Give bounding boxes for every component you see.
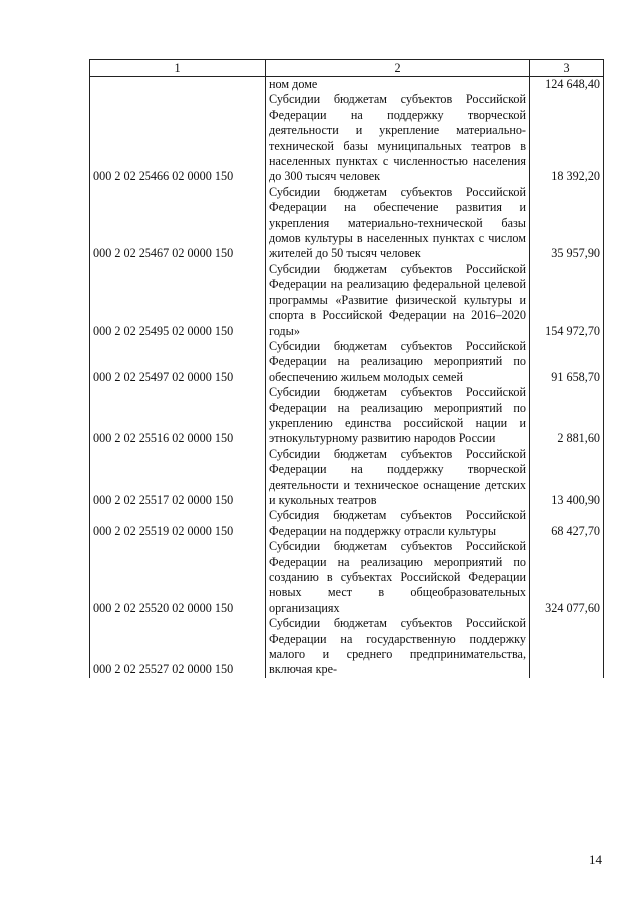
description-cell: Субсидии бюджетам субъектов Российской Федерации на обеспечение развития и укрепления материально-технической базы домов культуры в населенных пунктах с числом жителей до 50 тысяч человек [266, 185, 530, 262]
amount-cell: 35 957,90 [530, 185, 604, 262]
table-header-row [90, 60, 604, 77]
table-row [90, 385, 604, 447]
table-row [90, 92, 604, 184]
description-cell: Субсидия бюджетам субъектов Российской Федерации на поддержку отрасли культуры [266, 508, 530, 539]
table-row [90, 539, 604, 616]
table-row [90, 508, 604, 539]
description-cell: Субсидии бюджетам субъектов Российской Федерации на реализацию мероприятий по созданию в субъектах Российской Федерации новых мест в общеобразовательных организациях [266, 539, 530, 616]
column-header-1: 1 [90, 60, 266, 77]
budget-code-cell: 000 2 02 25466 02 0000 150 [90, 92, 266, 184]
budget-code-cell: 000 2 02 25495 02 0000 150 [90, 262, 266, 339]
budget-code-cell: 000 2 02 25497 02 0000 150 [90, 339, 266, 385]
description-cell: Субсидии бюджетам субъектов Российской Федерации на реализацию мероприятий по обеспечению жильем молодых семей [266, 339, 530, 385]
amount-cell: 154 972,70 [530, 262, 604, 339]
description-cell: Субсидии бюджетам субъектов Российской Федерации на реализацию мероприятий по укреплению единства российской нации и этнокультурному развитию народов России [266, 385, 530, 447]
amount-cell: 18 392,20 [530, 92, 604, 184]
table-row [90, 77, 604, 93]
amount-cell: 124 648,40 [530, 77, 604, 93]
budget-code-cell: 000 2 02 25467 02 0000 150 [90, 185, 266, 262]
budget-code-cell [90, 77, 266, 93]
table-body [90, 77, 604, 678]
budget-code-cell: 000 2 02 25517 02 0000 150 [90, 447, 266, 509]
column-header-3: 3 [530, 60, 604, 77]
description-cell: Субсидии бюджетам субъектов Российской Федерации на государственную поддержку малого и среднего предпринимательства, включая кре- [266, 616, 530, 678]
description-cell: Субсидии бюджетам субъектов Российской Федерации на реализацию федеральной целевой программы «Развитие физической культуры и спорта в Российской Федерации на 2016–2020 годы» [266, 262, 530, 339]
budget-code-cell: 000 2 02 25527 02 0000 150 [90, 616, 266, 678]
amount-cell [530, 616, 604, 678]
table-row [90, 616, 604, 678]
description-cell: Субсидии бюджетам субъектов Российской Федерации на поддержку творческой деятельности и техническое оснащение детских и кукольных театров [266, 447, 530, 509]
table-row [90, 262, 604, 339]
amount-cell: 91 658,70 [530, 339, 604, 385]
description-cell: ном доме [266, 77, 530, 93]
page-number: 14 [589, 852, 602, 867]
budget-code-cell: 000 2 02 25520 02 0000 150 [90, 539, 266, 616]
table-row [90, 447, 604, 509]
table-row [90, 339, 604, 385]
budget-table [89, 59, 604, 678]
amount-cell: 68 427,70 [530, 508, 604, 539]
amount-cell: 2 881,60 [530, 385, 604, 447]
table-row [90, 185, 604, 262]
amount-cell: 13 400,90 [530, 447, 604, 509]
column-header-2: 2 [266, 60, 530, 77]
description-cell: Субсидии бюджетам субъектов Российской Федерации на поддержку творческой деятельности и укрепление материально-технической базы муниципальных театров в населенных пунктах с численностью населения до 300 тысяч человек [266, 92, 530, 184]
amount-cell: 324 077,60 [530, 539, 604, 616]
budget-code-cell: 000 2 02 25519 02 0000 150 [90, 508, 266, 539]
budget-code-cell: 000 2 02 25516 02 0000 150 [90, 385, 266, 447]
